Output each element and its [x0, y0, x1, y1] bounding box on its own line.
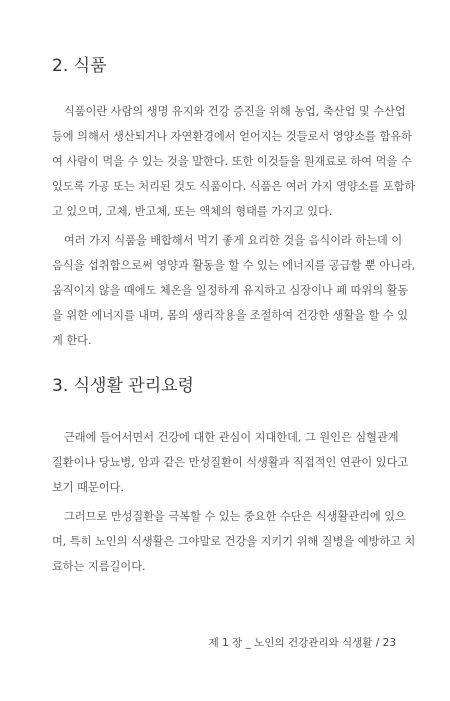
- paragraph-line: 있도록 가공 또는 처리된 것도 식품이다. 식품은 여러 가지 영양소를 포함하: [52, 180, 416, 193]
- paragraph-line: 등에 의해서 생산되거나 자연환경에서 얻어지는 것들로서 영양소를 함유하: [52, 130, 412, 143]
- section-heading-food: 2. 식품: [52, 56, 107, 76]
- paragraph-line: 보기 때문이다.: [52, 481, 124, 494]
- paragraph-line: 식품이란 사람의 생명 유지와 건강 증진을 위해 농업, 축산업 및 수산업: [64, 105, 406, 118]
- paragraph-line: 고 있으며, 고체, 반고체, 또는 액체의 형태를 가지고 있다.: [52, 205, 333, 218]
- paragraph-line: 며, 특히 노인의 식생활은 그야말로 건강을 지키기 위해 질병을 예방하고 치: [52, 535, 416, 548]
- section-heading-diet-management: 3. 식생활 관리요령: [52, 376, 194, 396]
- paragraph-line: 그러므로 만성질환을 극복할 수 있는 중요한 수단은 식생활관리에 있으: [64, 510, 406, 523]
- paragraph-line: 움직이지 않을 때에도 체온을 일정하게 유지하고 심장이나 폐 따위의 활동: [52, 284, 409, 297]
- paragraph-line: 료하는 지름길이다.: [52, 560, 146, 573]
- paragraph-line: 음식을 섭취함으로써 영양과 활동을 할 수 있는 에너지를 공급할 뿐 아니라,: [52, 259, 416, 272]
- paragraph-line: 을 위한 에너지를 내며, 몸의 생리작용을 조절하여 건강한 생활을 할 수 있: [52, 309, 409, 322]
- paragraph-line: 근래에 들어서면서 건강에 대한 관심이 지대한데, 그 원인은 심혈관계: [64, 431, 399, 444]
- running-footer: 제 1 장 _ 노인의 건강관리와 식생활 / 23: [208, 637, 396, 649]
- paragraph-line: 질환이나 당뇨병, 암과 같은 만성질환이 식생활과 직접적인 연관이 있다고: [52, 456, 409, 469]
- paragraph-line: 게 한다.: [52, 334, 92, 347]
- paragraph-line: 여러 가지 식품을 배합해서 먹기 좋게 요리한 것을 음식이라 하는데 이: [64, 234, 403, 247]
- paragraph-line: 여 사람이 먹을 수 있는 것을 말한다. 또한 이것들을 원재료로 하여 먹을 수: [52, 155, 412, 168]
